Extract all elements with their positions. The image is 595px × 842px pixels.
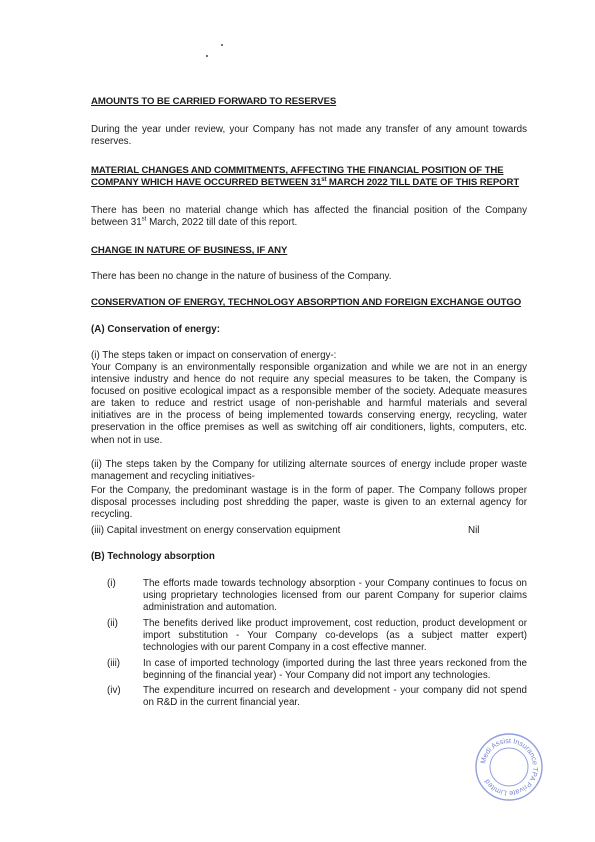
list-item-number: (iv) (107, 685, 121, 696)
conservation-iii-value: Nil (468, 525, 480, 536)
conservation-iii-label: (iii) Capital investment on energy conservation equipment (91, 525, 341, 536)
stamp-text-path: Medi Assist Insurance TPA Private Limited (478, 735, 541, 799)
material-changes-body-text: There has been no material change which has affected the financial position of the Company between 31 (91, 205, 527, 229)
company-stamp (474, 732, 544, 802)
reserves-body: During the year under review, your Company has not made any transfer of any amount towards reserves. (91, 124, 527, 148)
nature-change-heading: CHANGE IN NATURE OF BUSINESS, IF ANY (91, 245, 288, 256)
scan-speck (206, 55, 208, 57)
conservation-i-body: Your Company is an environmentally responsible organization and while we are not in an energy intensive industry and hence do not require any special measures to be taken, the Company is focused on positive ecological impact as a responsible member of the society. Adequate measures are taken to reduce and restrict usage of non-perishable and harmful materials and several initiatives are in the process of being implemented towards conserving energy, recycling, water preservation in the office premises as well as switching off air conditioners, lights, computers, etc. when not in use. (91, 362, 527, 446)
material-changes-heading-line2: COMPANY WHICH HAVE OCCURRED BETWEEN 31 (91, 177, 322, 188)
material-changes-body-end: March, 2022 till date of this report. (146, 217, 298, 229)
list-item-number: (iii) (107, 658, 121, 669)
list-item-number: (i) (107, 578, 116, 589)
list-item-text: In case of imported technology (imported during the last three years reckoned from the beginning of the financial year) - Your Company did not import any technologies. (143, 658, 527, 682)
conservation-subheading-a: (A) Conservation of energy: (91, 324, 221, 335)
list-item-number: (ii) (107, 618, 118, 629)
superscript: st (141, 216, 147, 223)
stamp-text (478, 736, 540, 798)
superscript: st (321, 176, 327, 183)
material-changes-heading-line2-end: MARCH 2022 TILL DATE OF THIS REPORT (326, 177, 520, 188)
conservation-heading: CONSERVATION OF ENERGY, TECHNOLOGY ABSORPTION AND FOREIGN EXCHANGE OUTGO (91, 297, 522, 308)
reserves-heading: AMOUNTS TO BE CARRIED FORWARD TO RESERVES (91, 96, 337, 107)
list-item-text: The expenditure incurred on research and development - your company did not spend on R&D in the current financial year. (143, 685, 527, 709)
scan-speck (221, 44, 223, 46)
technology-subheading-b: (B) Technology absorption (91, 551, 215, 562)
nature-change-body: There has been no change in the nature of business of the Company. (91, 271, 392, 282)
conservation-iii-row (91, 525, 527, 537)
conservation-i-title: (i) The steps taken or impact on conservation of energy-: (91, 350, 337, 361)
list-item-text: The efforts made towards technology absorption - your Company continues to focus on using proprietary technologies licensed from our parent Company for superior claims administration and automation. (143, 578, 527, 614)
conservation-paper-body: For the Company, the predominant wastage is in the form of paper. The Company follows proper disposal processes including post shredding the paper, waste is given to an external agency for recycling. (91, 485, 527, 521)
material-changes-heading (91, 165, 527, 189)
material-changes-body (91, 205, 527, 229)
material-changes-heading-line1: MATERIAL CHANGES AND COMMITMENTS, AFFECTING THE FINANCIAL POSITION OF THE (91, 165, 504, 176)
conservation-ii-body: (ii) The steps taken by the Company for utilizing alternate sources of energy include proper waste management and recycling initiatives- (91, 459, 527, 483)
list-item-text: The benefits derived like product improvement, cost reduction, product development or import substitution - Your Company co-develops (as a subject matter expert) technologies with our parent Company in a cost effective manner. (143, 618, 527, 654)
